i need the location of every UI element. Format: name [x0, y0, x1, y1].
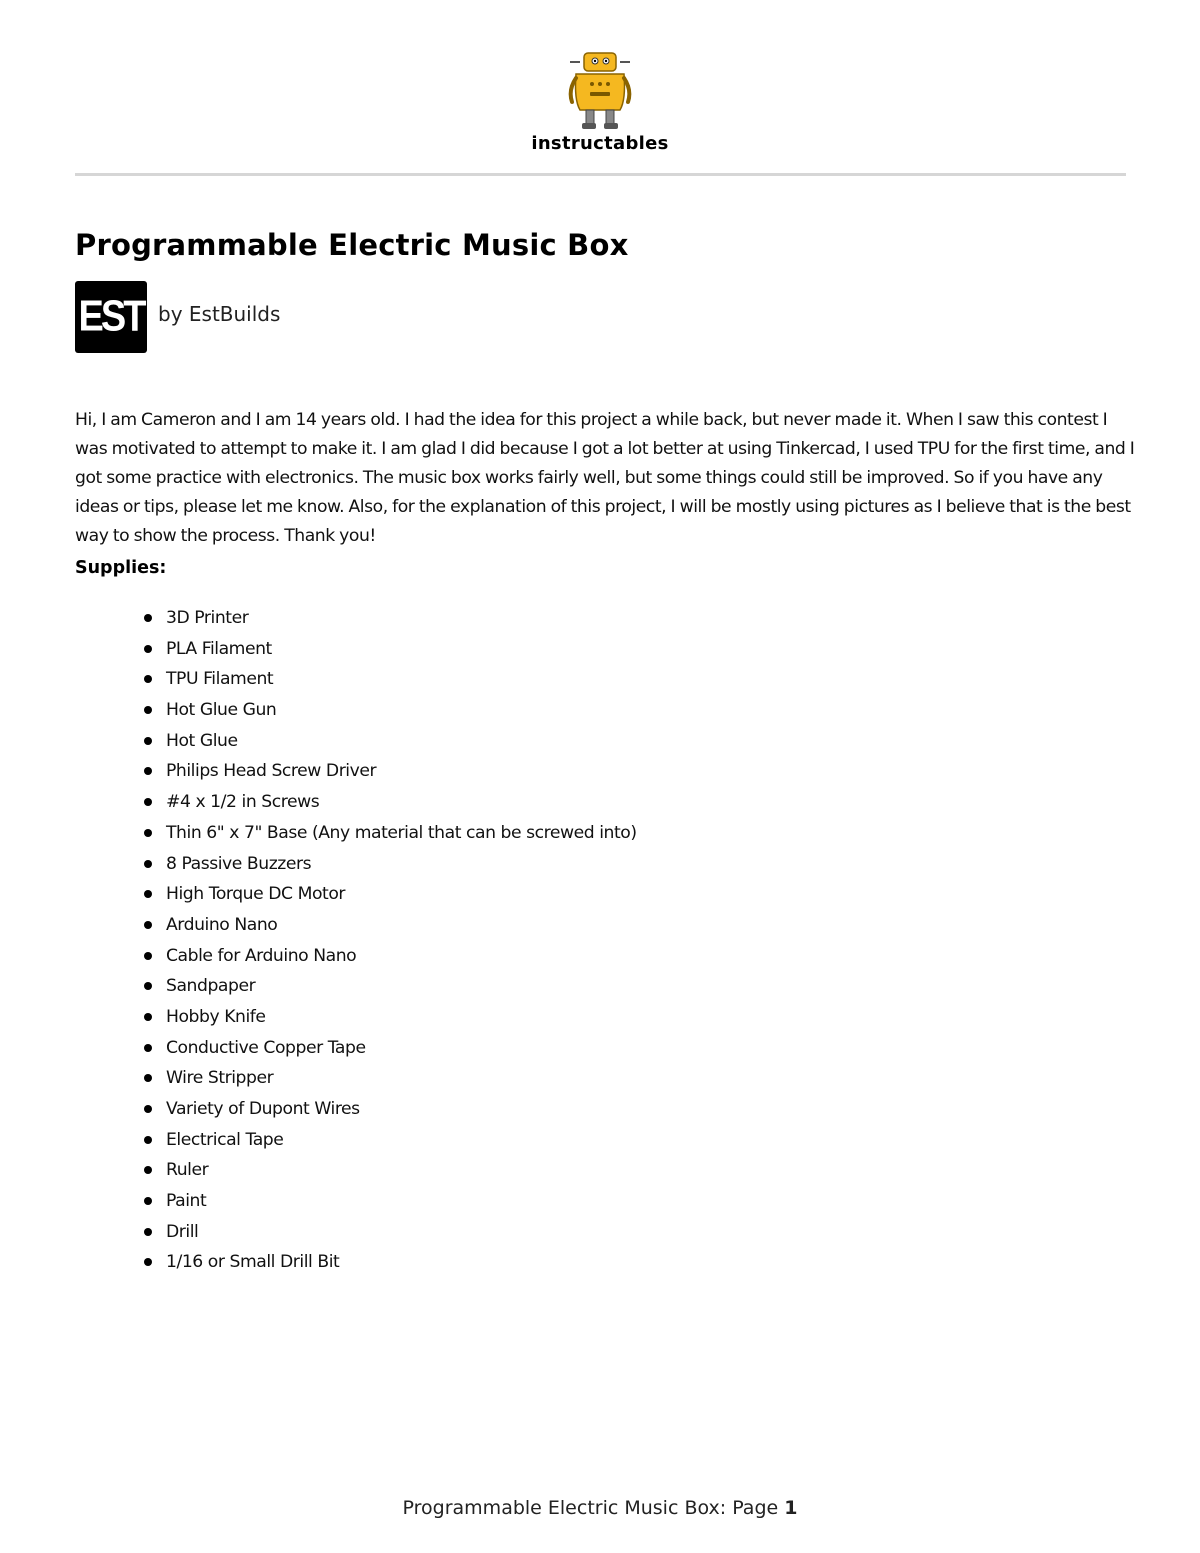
- brand-name: instructables: [531, 133, 669, 154]
- list-item: [144, 726, 637, 757]
- list-item-text: Cable for Arduino Nano: [166, 945, 357, 966]
- list-item: [144, 971, 637, 1002]
- list-item-text: Drill: [166, 1221, 199, 1242]
- list-item-text: Philips Head Screw Driver: [166, 761, 377, 782]
- list-item-text: Variety of Dupont Wires: [166, 1099, 360, 1119]
- list-item-text: Thin 6" x 7" Base (Any material that can be screwed into): [166, 822, 637, 843]
- list-item-text: Hot Glue Gun: [166, 700, 277, 721]
- page-footer: [0, 1497, 1200, 1519]
- bullet-icon: [144, 737, 152, 745]
- bullet-icon: [144, 675, 152, 683]
- bullet-icon: [144, 1197, 152, 1205]
- bullet-icon: [144, 645, 152, 653]
- bullet-icon: [144, 1258, 152, 1266]
- list-item: [144, 756, 637, 787]
- list-item: [144, 941, 637, 972]
- list-item: [144, 1063, 637, 1094]
- author-avatar: [75, 281, 147, 353]
- list-item: [144, 695, 637, 726]
- list-item-text: Sandpaper: [166, 976, 256, 997]
- bullet-icon: [144, 1044, 152, 1052]
- list-item: [144, 1125, 637, 1156]
- list-item: [144, 1217, 637, 1248]
- bullet-icon: [144, 1074, 152, 1082]
- list-item: [144, 1033, 637, 1064]
- list-item-text: 8 Passive Buzzers: [166, 853, 312, 874]
- header-divider: [75, 173, 1126, 176]
- bullet-icon: [144, 1166, 152, 1174]
- intro-paragraph: Hi, I am Cameron and I am 14 years old. I had the idea for this project a while back, but never made it. When I saw this contest I was motivated to attempt to make it. I am glad I did because I got a lot better at using Tinkercad, I used TPU for the first time, and I got some practice with electronics. The music box works fairly well, but some things could still be improved. So if you have any ideas or tips, please let me know. Also, for the explanation of this project, I will be mostly using pictures as I believe that is the best way to show the process. Thank you!: [75, 410, 1135, 546]
- list-item: [144, 634, 637, 665]
- bullet-icon: [144, 890, 152, 898]
- list-item-text: PLA Filament: [166, 638, 272, 659]
- list-item-text: Hobby Knife: [166, 1006, 266, 1027]
- list-item-text: Paint: [166, 1191, 207, 1212]
- list-item: [144, 603, 637, 634]
- bullet-icon: [144, 767, 152, 775]
- bullet-icon: [144, 860, 152, 868]
- supplies-heading: Supplies:: [75, 558, 167, 578]
- list-item: [144, 879, 637, 910]
- list-item-text: High Torque DC Motor: [166, 884, 346, 905]
- author-avatar-text: EST: [78, 292, 144, 341]
- list-item: [144, 1002, 637, 1033]
- page-title: Programmable Electric Music Box: [75, 228, 629, 262]
- list-item-text: Conductive Copper Tape: [166, 1037, 366, 1058]
- bullet-icon: [144, 614, 152, 622]
- bullet-icon: [144, 982, 152, 990]
- list-item: [144, 910, 637, 941]
- list-item-text: Ruler: [166, 1160, 209, 1181]
- list-item-text: 3D Printer: [166, 608, 249, 628]
- author-byline: by EstBuilds: [158, 302, 281, 326]
- page-number: 1: [784, 1497, 798, 1519]
- supplies-list: [144, 603, 637, 1278]
- list-item: [144, 787, 637, 818]
- list-item-text: #4 x 1/2 in Screws: [166, 792, 320, 813]
- bullet-icon: [144, 921, 152, 929]
- list-item-text: TPU Filament: [166, 669, 274, 690]
- list-item: [144, 1247, 637, 1278]
- bullet-icon: [144, 1013, 152, 1021]
- bullet-icon: [144, 798, 152, 806]
- list-item: [144, 818, 637, 849]
- bullet-icon: [144, 1228, 152, 1236]
- list-item-text: Hot Glue: [166, 730, 238, 751]
- list-item-text: Wire Stripper: [166, 1068, 274, 1089]
- list-item: [144, 1186, 637, 1217]
- bullet-icon: [144, 829, 152, 837]
- list-item: [144, 1155, 637, 1186]
- page-header: [0, 0, 1200, 176]
- list-item-text: Arduino Nano: [166, 914, 278, 935]
- footer-label: Programmable Electric Music Box: Page: [402, 1497, 785, 1519]
- list-item: [144, 849, 637, 880]
- list-item-text: 1/16 or Small Drill Bit: [166, 1252, 340, 1273]
- list-item: [144, 1094, 637, 1125]
- bullet-icon: [144, 706, 152, 714]
- bullet-icon: [144, 1105, 152, 1113]
- bullet-icon: [144, 1136, 152, 1144]
- list-item-text: Electrical Tape: [166, 1129, 284, 1150]
- robot-mascot-icon: [566, 50, 634, 132]
- bullet-icon: [144, 952, 152, 960]
- list-item: [144, 664, 637, 695]
